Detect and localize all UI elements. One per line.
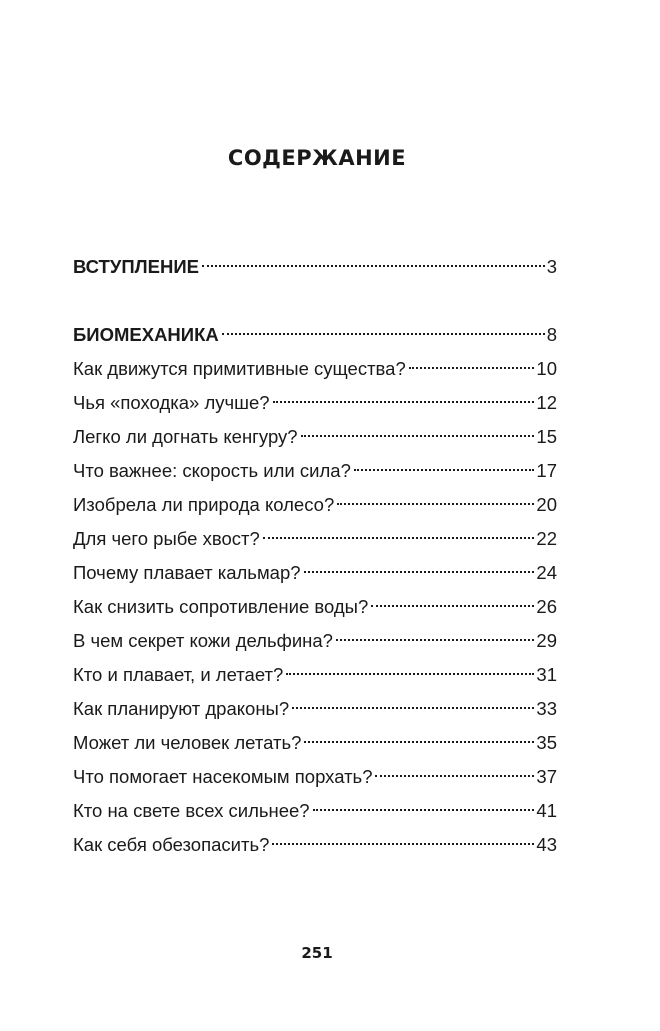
- toc-entry-page: 3: [546, 256, 557, 277]
- toc-entry[interactable]: [73, 349, 557, 379]
- toc-entry-page: 31: [536, 664, 557, 685]
- dot-leader: [375, 757, 534, 783]
- toc-entry-title: Кто и плавает, и летает?: [73, 664, 284, 685]
- toc-entry-title: Как движутся примитивные существа?: [73, 358, 406, 379]
- toc-entry[interactable]: [73, 587, 557, 617]
- toc-entry-title: Может ли человек летать?: [73, 732, 302, 753]
- toc-entry[interactable]: [73, 485, 557, 515]
- toc-entry-page: 24: [536, 562, 557, 583]
- dot-leader: [337, 485, 534, 511]
- dot-leader: [222, 315, 545, 341]
- toc-entry-page: 33: [536, 698, 557, 719]
- toc-entry[interactable]: [73, 825, 557, 855]
- toc-entry[interactable]: [73, 383, 557, 413]
- dot-leader: [263, 519, 535, 545]
- toc-entry-page: 20: [536, 494, 557, 515]
- toc-entry-title: Изобрела ли природа колесо?: [73, 494, 335, 515]
- toc-entry[interactable]: [73, 689, 557, 719]
- dot-leader: [313, 791, 535, 817]
- toc-entry[interactable]: [73, 723, 557, 753]
- toc-entry-page: 17: [536, 460, 557, 481]
- dot-leader: [304, 553, 535, 579]
- toc-entry-page: 26: [536, 596, 557, 617]
- toc-entry-biomechanics[interactable]: [73, 315, 557, 345]
- toc-entry-page: 10: [536, 358, 557, 379]
- toc-entry-introduction[interactable]: [73, 247, 557, 277]
- toc-entry-title: ВСТУПЛЕНИЕ: [73, 256, 199, 277]
- toc-entry-page: 12: [536, 392, 557, 413]
- toc-entry-title: Что помогает насекомым порхать?: [73, 766, 373, 787]
- dot-leader: [301, 417, 535, 443]
- toc-entry-title: Как себя обезопасить?: [73, 834, 270, 855]
- toc-entry-page: 37: [536, 766, 557, 787]
- toc-entry-title: БИОМЕХАНИКА: [73, 324, 219, 345]
- dot-leader: [354, 451, 535, 477]
- dot-leader: [292, 689, 534, 715]
- dot-leader: [409, 349, 535, 375]
- toc-entry-page: 15: [536, 426, 557, 447]
- page-number: 251: [301, 944, 333, 962]
- toc-entry[interactable]: [73, 451, 557, 481]
- toc-entry[interactable]: [73, 791, 557, 821]
- toc-entry-title: Чья «походка» лучше?: [73, 392, 270, 413]
- toc-entry-page: 41: [536, 800, 557, 821]
- toc-entry-page: 8: [546, 324, 557, 345]
- toc-entry[interactable]: [73, 757, 557, 787]
- toc-entry-title: Кто на свете всех сильнее?: [73, 800, 310, 821]
- toc-entry-title: Почему плавает кальмар?: [73, 562, 301, 583]
- toc-entry-title: Что важнее: скорость или сила?: [73, 460, 351, 481]
- dot-leader: [371, 587, 534, 613]
- toc-entry-page: 29: [536, 630, 557, 651]
- toc-entry-title: Как снизить сопротивление воды?: [73, 596, 369, 617]
- dot-leader: [202, 247, 545, 273]
- toc-entry-page: 22: [536, 528, 557, 549]
- toc-entry-title: Для чего рыбе хвост?: [73, 528, 260, 549]
- dot-leader: [286, 655, 534, 681]
- dot-leader: [273, 383, 535, 409]
- toc-entry[interactable]: [73, 519, 557, 549]
- toc-entry[interactable]: [73, 655, 557, 685]
- dot-leader: [304, 723, 534, 749]
- toc-entry[interactable]: [73, 553, 557, 583]
- page-title: СОДЕРЖАНИЕ: [227, 146, 407, 170]
- toc-entry-title: Легко ли догнать кенгуру?: [73, 426, 298, 447]
- dot-leader: [272, 825, 534, 851]
- dot-leader: [336, 621, 534, 647]
- toc-entry-page: 43: [536, 834, 557, 855]
- toc-entry-page: 35: [536, 732, 557, 753]
- toc-entry[interactable]: [73, 417, 557, 447]
- toc-entry-title: Как планируют драконы?: [73, 698, 290, 719]
- toc-entry-title: В чем секрет кожи дельфина?: [73, 630, 333, 651]
- toc-entry[interactable]: [73, 621, 557, 651]
